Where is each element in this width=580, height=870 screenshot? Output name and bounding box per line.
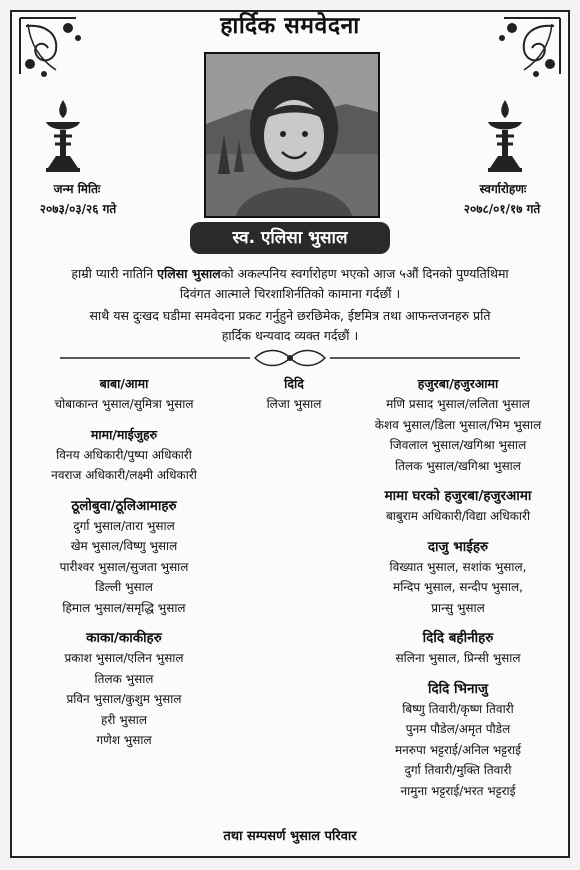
group-heading: दाजु भाईहरु — [427, 538, 489, 555]
group-heading: दिदि बहीनीहरु — [422, 630, 494, 646]
deceased-photo — [204, 52, 380, 218]
death-label: स्वर्गारोहणः — [479, 182, 527, 196]
family-column-left — [24, 374, 224, 751]
family-member-name: सलिना भुसाल, प्रिन्सी भुसाल — [395, 651, 521, 665]
oil-lamp-right-icon — [482, 98, 528, 176]
family-member-name: नवराज अधिकारी/लक्ष्मी अधिकारी — [51, 468, 197, 482]
family-member-name: गणेश भुसाल — [96, 733, 152, 747]
family-column-middle — [234, 374, 354, 415]
family-member-name: हरी भुसाल — [101, 712, 147, 727]
family-member-name: बिष्णु तिवारी/कृष्ण तिवारी — [402, 701, 514, 716]
family-member-name: चोबाकान्त भुसाल/सुमित्रा भुसाल — [54, 397, 194, 411]
message-text: को अकल्पनिय स्वर्गारोहण भएको आज ५औं दिनको पुण्यतिथिमा — [220, 266, 509, 281]
ornamental-divider-icon — [60, 346, 520, 370]
family-member-name: प्रान्सु भुसाल — [431, 600, 485, 615]
group-heading: बाबा/आमा — [99, 376, 149, 391]
group-heading: दिदि — [284, 376, 304, 391]
family-member-name: खेम भुसाल/विष्णु भुसाल — [70, 539, 178, 553]
message-line-3: साथै यस दुःखद घडीमा समवेदना प्रकट गर्नुहुने छरछिमेक, ईष्टमित्र तथा आफन्तजनहरु प्रति — [89, 308, 491, 323]
message-line-1 — [18, 264, 562, 284]
family-member-name: डिल्ली भुसाल — [95, 580, 153, 594]
family-member-name: लिजा भुसाल — [266, 397, 322, 411]
group-heading: मामा/माईजुहरु — [90, 426, 158, 442]
family-member-name: तिलक भुसाल/खगिश्रा भुसाल — [395, 458, 521, 473]
family-member-name: प्रविन भुसाल/कुशुम भुसाल — [66, 692, 182, 706]
family-member-name: मणि प्रसाद भुसाल/ललिता भुसाल — [386, 397, 530, 411]
family-member-name: दुर्गा तिवारी/मुक्ति तिवारी — [404, 763, 512, 777]
family-member-name: केशव भुसाल/डिला भुसाल/भिम भुसाल — [374, 417, 542, 432]
family-member-name: बाबुराम अधिकारी/विद्या अधिकारी — [385, 509, 531, 523]
page-title: हार्दिक समवेदना — [220, 13, 360, 39]
family-member-name: विनय अधिकारी/पुष्पा अधिकारी — [56, 447, 192, 462]
family-column-right — [348, 374, 568, 801]
family-member-name: हिमाल भुसाल/समृद्धि भुसाल — [62, 600, 186, 615]
family-member-name: नामुना भट्टराई/भरत भट्टराई — [400, 783, 516, 798]
message-name: एलिसा भुसाल — [157, 266, 221, 281]
family-member-name: दुर्गा भुसाल/तारा भुसाल — [73, 518, 175, 533]
family-member-name: मनरुपा भट्टराई/अनिल भट्टराई — [394, 742, 522, 757]
family-member-name: पारीश्वर भुसाल/सुजता भुसाल — [59, 559, 189, 574]
message-line-2: दिवंगत आत्माले चिरशाशिर्नतिको कामाना गर्दछौं । — [179, 286, 401, 301]
message-line-4: हार्दिक धन्यवाद व्यक्त गर्दछौं । — [221, 328, 359, 343]
oil-lamp-left-icon — [40, 98, 86, 176]
group-heading: मामा घरको हजुरबा/हजुरआमा — [384, 488, 532, 504]
group-heading: ठूलोबुवा/ठूलिआमाहरु — [71, 497, 177, 514]
group-heading: हजुरबा/हजुरआमा — [417, 376, 499, 391]
family-member-name: मन्दिप भुसाल, सन्दीप भुसाल, — [393, 580, 523, 594]
family-member-name: प्रकाश भुसाल/एलिन भुसाल — [64, 651, 184, 665]
group-heading: दिदि भिनाजु — [427, 680, 489, 697]
footer-family: तथा सम्पसर्ण भुसाल परिवार — [223, 829, 357, 844]
family-member-name: जिवलाल भुसाल/खगिश्रा भुसाल — [389, 438, 527, 452]
family-member-name: पुनम पौडेल/अमृत पौडेल — [405, 722, 511, 736]
group-heading: काका/काकीहरु — [86, 630, 162, 646]
deceased-name: स्व. एलिसा भुसाल — [190, 222, 390, 254]
family-member-name: तिलक भुसाल — [94, 671, 154, 686]
birth-date: २०७३/०३/२६ गते — [39, 202, 117, 216]
message-text: हाम्री प्यारी नातिनि — [71, 266, 158, 281]
death-date: २०७८/०१/१७ गते — [463, 202, 541, 216]
birth-label: जन्म मितिः — [53, 182, 101, 196]
family-member-name: विख्यात भुसाल, सशांक भुसाल, — [389, 559, 527, 574]
